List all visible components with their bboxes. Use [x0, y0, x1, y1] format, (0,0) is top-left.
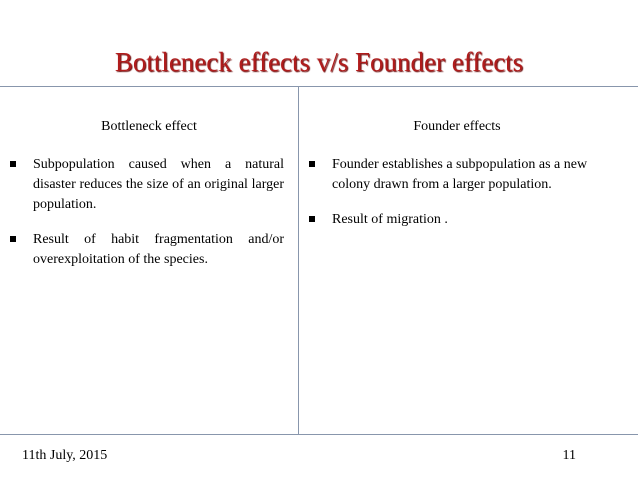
bullet-text: Result of migration .	[332, 212, 448, 227]
bottleneck-bullet-item	[10, 230, 284, 270]
bottleneck-column-heading: Bottleneck effect	[101, 119, 197, 134]
bullet-text: Founder establishes a subpopulation as a new colony drawn from a larger population.	[332, 157, 588, 192]
square-bullet-icon	[10, 236, 16, 242]
founder-bullet-item	[309, 210, 594, 230]
slide-title: Bottleneck effects v/s Founder effects	[114, 47, 524, 77]
bullet-text: Subpopulation caused when a natural disaster reduces the size of an original larger population.	[33, 157, 284, 212]
bullet-text: Result of habit fragmentation and/or overexploitation of the species.	[33, 232, 284, 267]
square-bullet-icon	[309, 161, 315, 167]
founder-bullet-list	[309, 155, 594, 245]
founder-column-heading: Founder effects	[413, 119, 501, 134]
square-bullet-icon	[10, 161, 16, 167]
bottleneck-bullet-item	[10, 155, 284, 215]
bottleneck-bullet-list	[10, 155, 284, 285]
page-number: 11	[562, 448, 576, 463]
footer-date: 11th July, 2015	[22, 448, 108, 463]
title-divider	[0, 86, 638, 87]
column-divider	[298, 87, 299, 434]
square-bullet-icon	[309, 216, 315, 222]
founder-bullet-item	[309, 155, 594, 195]
footer-divider	[0, 434, 638, 435]
